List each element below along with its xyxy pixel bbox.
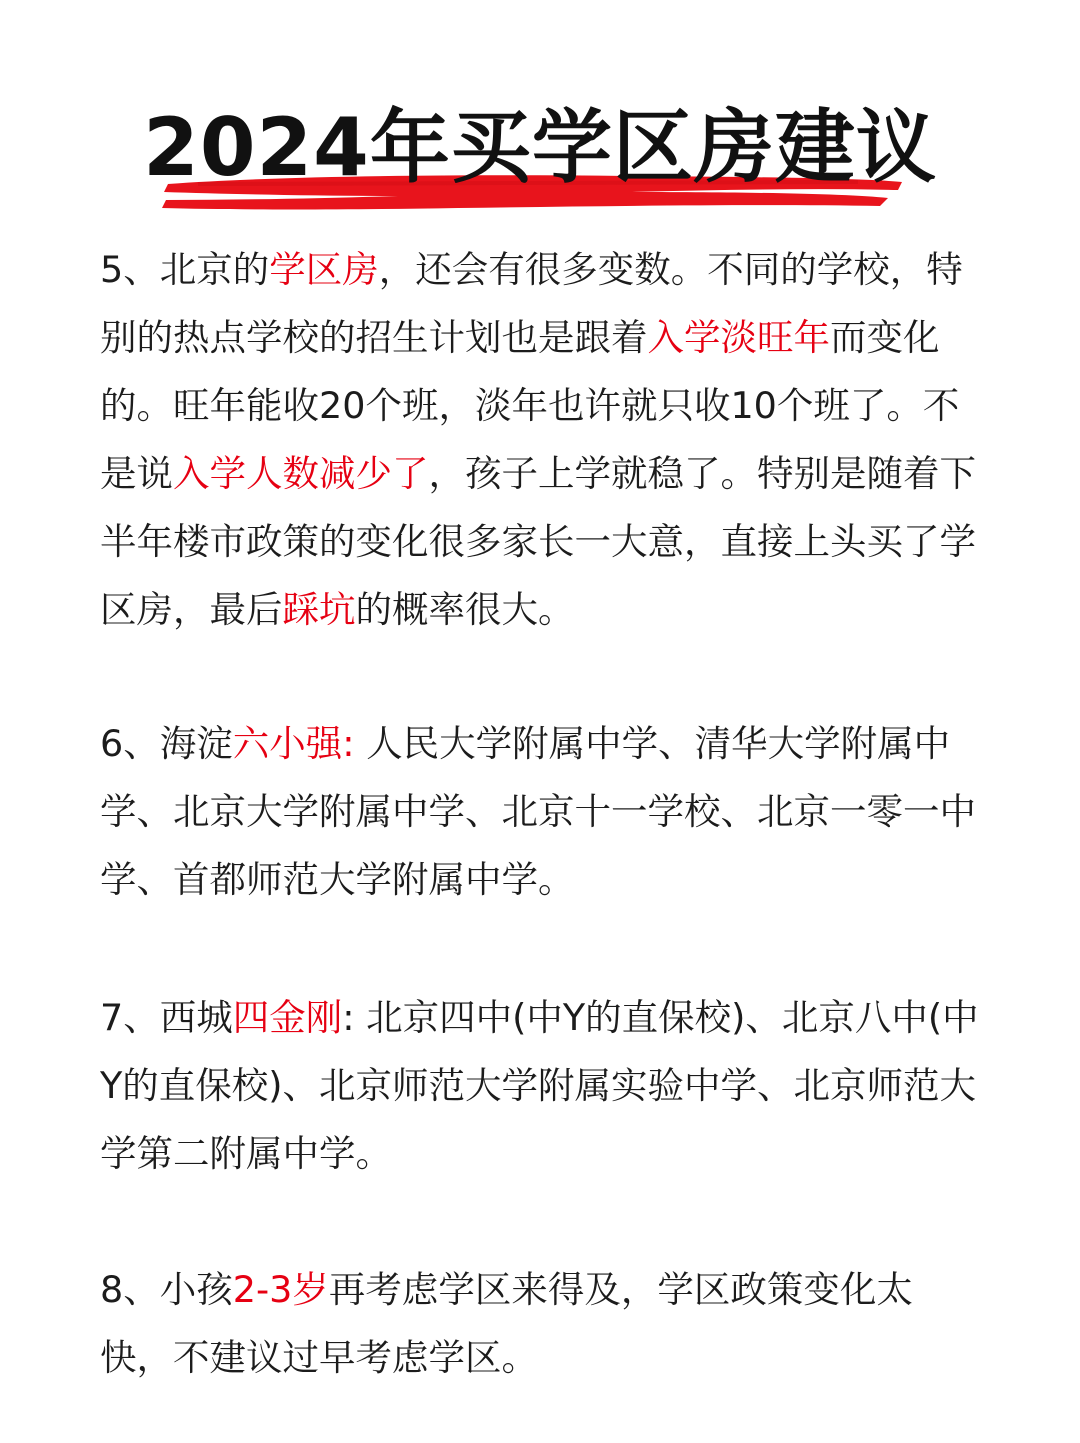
item-5-highlight-4: 踩坑 (282, 588, 356, 631)
item-5-text-5: 的概率很大。 (355, 588, 575, 631)
item-6-highlight-1: 六小强: (232, 722, 355, 765)
item-5-text-1: 5、北京的 (100, 248, 270, 291)
item-8-text-1: 8、小孩 (100, 1268, 233, 1311)
item-5-text-4: ，孩子上学就稳了。特别是随着下半年楼市政策的变化很多家长一大意，直接上头买了学区房，最后 (100, 452, 976, 631)
advice-item-5 (100, 236, 980, 644)
item-7-highlight-1: 四金刚 (232, 996, 343, 1039)
item-5-highlight-2: 入学淡旺年 (647, 316, 830, 359)
item-5-highlight-3: 入学人数减少了 (173, 452, 429, 495)
advice-item-6 (100, 710, 980, 914)
advice-item-8 (100, 1256, 980, 1392)
item-7-text-2: : 北京四中(中Y的直保校)、北京八中(中Y的直保校)、北京师范大学附属实验中学、北京师范大学第二附属中学。 (100, 996, 979, 1175)
advice-item-7 (100, 984, 980, 1188)
item-8-highlight-1: 2-3岁 (232, 1268, 329, 1311)
item-8-text-2: 再考虑学区来得及，学区政策变化太快，不建议过早考虑学区。 (100, 1268, 913, 1379)
item-6-text-2: 人民大学附属中学、清华大学附属中学、北京大学附属中学、北京十一学校、北京一零一中学、首都师范大学附属中学。 (100, 722, 976, 901)
item-7-text-1: 7、西城 (100, 996, 233, 1039)
item-5-text-2: ，还会有很多变数。不同的学校，特别的热点学校的招生计划也是跟着 (100, 248, 963, 359)
item-6-text-1: 6、海淀 (100, 722, 233, 765)
item-5-text-3: 而变化的。旺年能收20个班，淡年也许就只收10个班了。不是说 (100, 316, 960, 495)
item-5-highlight-1: 学区房 (269, 248, 379, 291)
page-title: 2024年买学区房建议 (143, 101, 937, 194)
